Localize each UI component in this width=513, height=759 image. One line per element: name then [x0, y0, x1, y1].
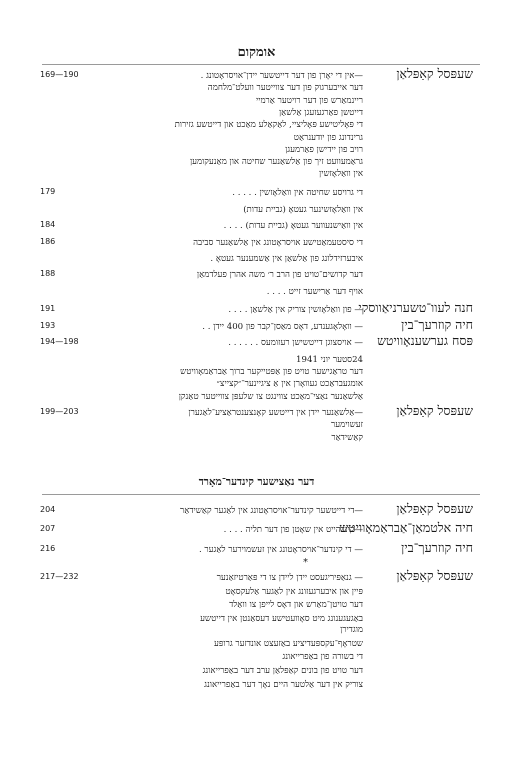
toc-page-number: 194—198 [40, 337, 79, 347]
toc-page-number: 199—203 [40, 406, 79, 416]
toc-author: חנה לעוו־טשערניאַווסקי [358, 299, 473, 315]
toc-entry-line: די פּאָליטישע פּאָליציי, לאַקאַלע מאַכט און דייטשע גזירות [174, 120, 363, 131]
toc-entry-line: גראַמעוועט זיך פון אַלשאַנער שחיטה און מאַנעקומען [189, 157, 363, 168]
toc-page-number: 169—190 [40, 70, 79, 79]
toc-entry-line: זעשוימער [331, 420, 363, 431]
section-title: אומקום [237, 45, 276, 60]
toc-page-number: 186 [40, 236, 56, 246]
toc-entry-line: אין וואַישנעווער געטאָ (גביית עדות) . . . . [223, 221, 363, 232]
toc-page-number: 204 [40, 505, 56, 514]
toc-page-number: 216 [40, 543, 56, 553]
toc-page-number: 207 [40, 524, 56, 534]
toc-entry-line: די סיסטעמאַטישע אויסראָטונג אין אַלשאַנער סביבה [193, 237, 363, 248]
toc-page-number: 191 [40, 303, 56, 313]
toc-entry-line: דער טויטן־מאַרש און דאָס לייפן צו וואַלד [229, 600, 363, 611]
toc-entry-line: דער אייבערגוק פון דער צווייטער וועלט־מלחמה [207, 83, 363, 94]
toc-author: חיה אלטמאַן־אַבראַמאָוויטש [339, 520, 473, 536]
toc-entry-line: גרינדונג פון יודענראַט [293, 132, 363, 143]
toc-author: שעפּסל קאַפּלאַן [396, 501, 473, 516]
toc-entry-line: —קינדהייט אין שאָטן פון דער תליה . . . . [223, 525, 363, 536]
toc-author: שעפּסל קאַפּלאַן [396, 402, 473, 418]
toc-entry-line: די בשורה פון באַפרייאונג [282, 652, 363, 663]
toc-entry-line: אין וואַלאָזשינער געטאָ (גביית עדות) [243, 205, 363, 215]
title-rule [42, 64, 480, 65]
toc-author: שעפּסל קאַפּלאַן [396, 567, 473, 583]
toc-entry-line: — פון וואַלאָזשין צוריק אין אַלשאַן . . . . [228, 304, 363, 315]
toc-author: חיה קוזרעך־בין [401, 317, 473, 333]
toc-entry-line: אין וואַלאָזשין [319, 169, 363, 180]
toc-author: פּסח גערשענאָוויטש [377, 333, 473, 349]
toc-entry-line: דער טראַגישער טויט פון אַפּטייקער ברוך אַבראַמאָוויטש [180, 367, 363, 377]
toc-entry-line: — גנאַפּיריגעסט יידן ליידן צו די פּאַרטיזאַנער [216, 572, 363, 583]
toc-entry-line: —די דייטשער קינדער־אויסראָטונג אין לאַגער קאַשידאַר [180, 506, 363, 516]
toc-entry-line: די גרויסע שחיטה אין וואַלאָזשין . . . . . [232, 187, 363, 198]
separator-star: * [303, 556, 308, 568]
toc-entry-line: דער קדושים־טויט פון הרב ר׳ משה אהרן פעלדמאַן [196, 270, 363, 281]
title-rule [42, 494, 480, 495]
toc-entry-line: — וואָלאָגענדע, דאָס מאַסן־קבר פון 400 יידן . . [202, 322, 363, 333]
toc-page-number: 188 [40, 269, 56, 279]
toc-page-number: 184 [40, 220, 56, 230]
toc-author: חיה קוזרעך־בין [401, 539, 473, 555]
toc-entry-line: מוגדירן [340, 625, 363, 636]
toc-page-number: 217—232 [40, 571, 79, 581]
toc-entry-line: —אין די יאָרן פון דער דייטשער יידן־אויסראָטונג . [200, 71, 363, 81]
toc-entry-line: דייטשן פאַרגעזעגן אַלשאַן [278, 107, 363, 118]
toc-author: שעפּסל קאַפּלאַן [396, 66, 473, 81]
toc-entry-line: 24סטער יוני 1941 [296, 354, 363, 365]
toc-entry-line: ריינמאַרש פון דער רויטער אַרמיי [255, 95, 363, 106]
toc-entry-line: קאַשידאַר [331, 432, 363, 443]
toc-entry-line: — די קינדער־אויסראָטונג אין זעשמוירער לאַגער . [198, 544, 363, 555]
toc-entry-line: — אויסצוגן דייטשישן רעזומעס . . . . . . [228, 338, 363, 349]
toc-entry-line: אומגעבראַכט געוואָרן אין אַ ציגיינער־״קצייצ״ [216, 379, 363, 390]
toc-page-number: 179 [40, 186, 56, 196]
toc-entry-line: איבערזידלונג פון אַלשאַן אין אַשמענער געטאָ . [210, 253, 363, 264]
toc-entry-line: —אַלשאַנער יידן אין דייטשע קאָנצענטראַציע־לאַגערן [188, 407, 363, 418]
toc-entry-line: דער טויט פון בונים קאַפּלאַן ערב דער באַפרייאונג [202, 666, 363, 676]
toc-entry-line: שטראָף־עקספּעדיציע באַזעצט אונדזער גרופּע [214, 638, 363, 649]
toc-entry-line: צוריק אין דער אַלטער היים נאָך דער באַפרייאונג [204, 679, 363, 690]
toc-entry-line: אויף דער אַרישער זייט . . . . [266, 286, 363, 297]
toc-entry-line: אַלשאַנער נאַצי־מאַכט צווינגט צו שלעפּן צווייטער טאַנקן [178, 391, 363, 402]
toc-entry-line: רויב פון יידישן פאַרמעגן [285, 144, 363, 155]
toc-page-number: 193 [40, 321, 56, 331]
toc-entry-line: פּיין און איבערגעזונג אין לאַגער אַלעקסאָט [225, 586, 363, 597]
toc-entry-line: באַגעגענונג מיט סאָוועטישע דעסאַנטן אין דייטשע [200, 613, 363, 624]
section-title: דער נאַצישער קינדער־מאָרד [198, 476, 315, 488]
